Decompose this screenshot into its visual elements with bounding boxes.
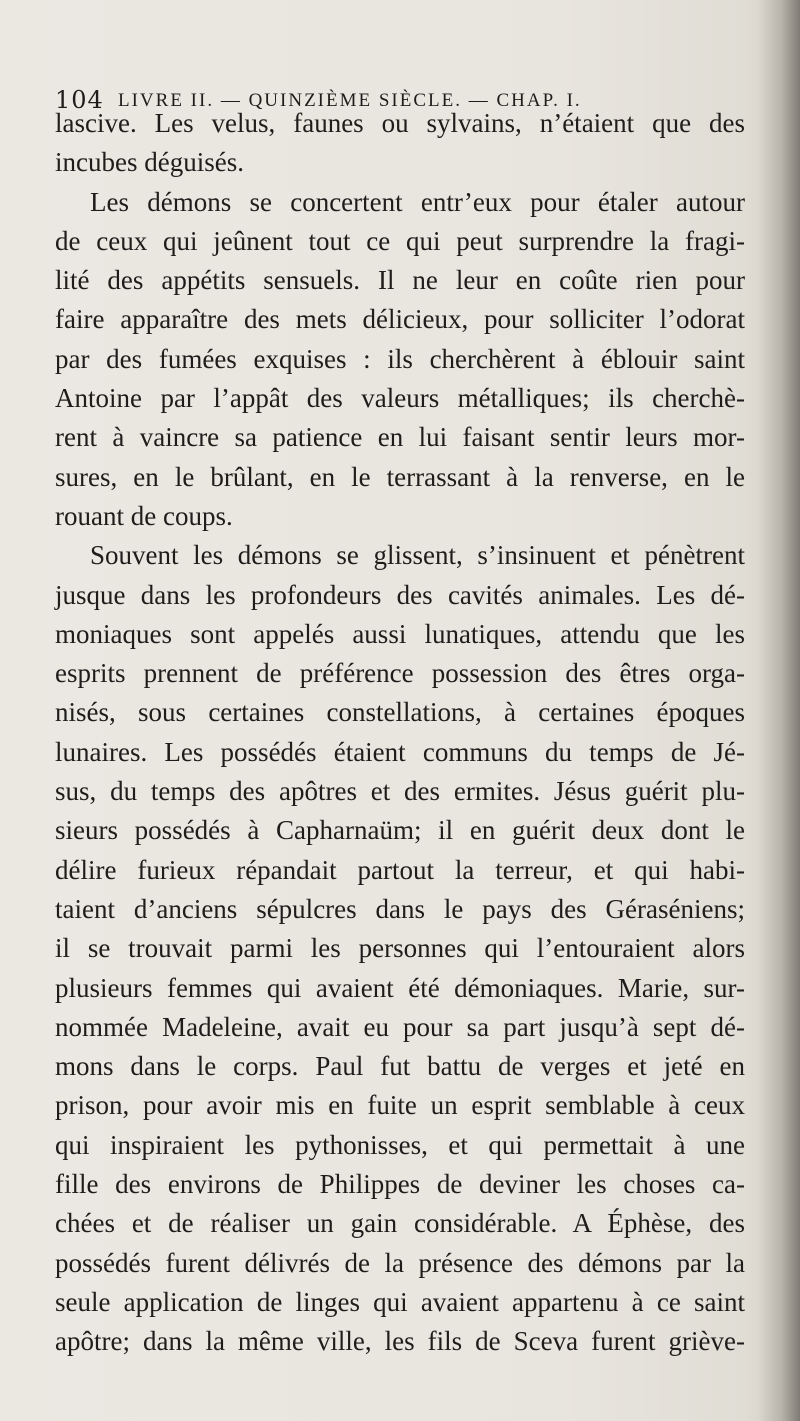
text-line: taient d’anciens sépulcres dans le pays des Géraséniens; xyxy=(55,893,745,924)
text-line: sures, en le brûlant, en le terrassant à la renverse, en le xyxy=(55,461,745,492)
text-line: mons dans le corps. Paul fut battu de verges et jeté en xyxy=(55,1051,745,1082)
text-line: esprits prennent de préférence possession des êtres orga- xyxy=(55,658,745,689)
text-line: faire apparaître des mets délicieux, pour solliciter l’odorat xyxy=(55,304,745,335)
text-line: incubes déguisés. xyxy=(55,147,244,178)
text-line: apôtre; dans la même ville, les fils de Sceva furent griève- xyxy=(55,1326,745,1357)
text-line: lunaires. Les possédés étaient communs du temps de Jé- xyxy=(55,736,745,767)
text-line: nommée Madeleine, avait eu pour sa part jusqu’à sept dé- xyxy=(55,1011,745,1042)
binding-shadow xyxy=(758,0,800,1421)
text-line: de ceux qui jeûnent tout ce qui peut surprendre la fragi- xyxy=(55,225,745,256)
text-line: lascive. Les velus, faunes ou sylvains, n’étaient que des xyxy=(55,108,745,138)
text-line: délire furieux répandait partout la terreur, et qui habi- xyxy=(55,854,745,885)
text-line: jusque dans les profondeurs des cavités animales. Les dé- xyxy=(55,579,745,610)
text-line: sieurs possédés à Capharnaüm; il en guérit deux dont le xyxy=(55,815,745,846)
running-head: LIVRE II. — QUINZIÈME SIÈCLE. — CHAP. I. xyxy=(118,90,582,111)
text-line: seule application de linges qui avaient appartenu à ce saint xyxy=(55,1286,745,1317)
page-number: 104 xyxy=(55,86,104,114)
text-line: par des fumées exquises : ils cherchèrent à éblouir saint xyxy=(55,343,745,374)
text-line: possédés furent délivrés de la présence des démons par la xyxy=(55,1247,745,1278)
text-line: lité des appétits sensuels. Il ne leur en coûte rien pour xyxy=(55,265,745,296)
text-line: plusieurs femmes qui avaient été démoniaques. Marie, sur- xyxy=(55,972,745,1003)
text-line: il se trouvait parmi les personnes qui l’entouraient alors xyxy=(55,933,745,964)
text-line: chées et de réaliser un gain considérable. A Éphèse, des xyxy=(55,1208,745,1239)
text-line: sus, du temps des apôtres et des ermites. Jésus guérit plu- xyxy=(55,776,745,807)
text-line: rouant de coups. xyxy=(55,500,233,531)
text-line: moniaques sont appelés aussi lunatiques, attendu que les xyxy=(55,618,745,649)
text-line: nisés, sous certaines constellations, à certaines époques xyxy=(55,697,745,728)
text-line: fille des environs de Philippes de deviner les choses ca- xyxy=(55,1169,745,1200)
text-line: Antoine par l’appât des valeurs métalliques; ils cherchè- xyxy=(55,383,745,414)
text-line: qui inspiraient les pythonisses, et qui permettait à une xyxy=(55,1129,745,1160)
text-line: Souvent les démons se glissent, s’insinuent et pénètrent xyxy=(90,540,745,571)
body-text xyxy=(55,104,745,1362)
text-line: prison, pour avoir mis en fuite un esprit semblable à ceux xyxy=(55,1090,745,1121)
text-line: rent à vaincre sa patience en lui faisant sentir leurs mor- xyxy=(55,422,745,453)
text-line: Les démons se concertent entr’eux pour étaler autour xyxy=(90,186,745,217)
